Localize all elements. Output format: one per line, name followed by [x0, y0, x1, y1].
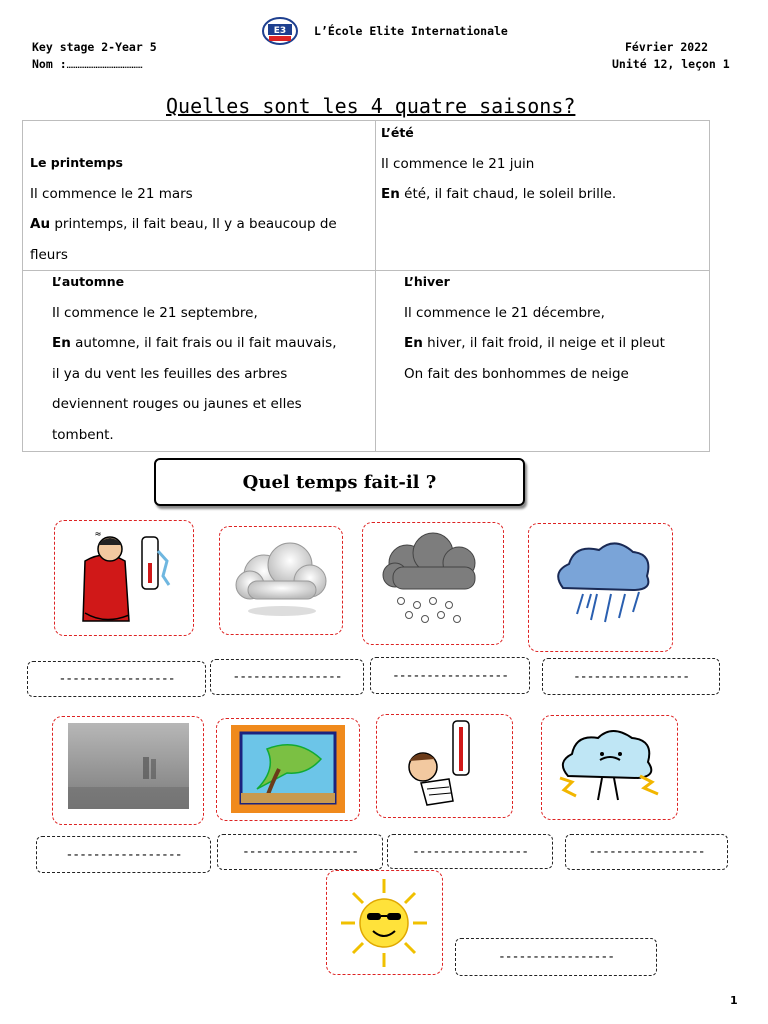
picture-cold — [54, 520, 194, 636]
date: Février 2022 — [625, 40, 709, 54]
answer-box[interactable] — [387, 834, 553, 869]
season-summer — [376, 121, 710, 271]
answer-box[interactable] — [217, 834, 383, 870]
answer-dashes: ----------------- — [572, 669, 690, 684]
windy-tree-icon — [217, 719, 359, 820]
picture-wind — [216, 718, 360, 821]
season-spring — [23, 121, 376, 271]
snow-cloud-icon — [363, 523, 503, 644]
season-autumn — [23, 271, 376, 452]
sun-icon — [327, 871, 442, 974]
season-line: deviennent rouges ou jaunes et elles — [52, 396, 302, 412]
season-winter — [376, 271, 710, 452]
answer-box[interactable] — [36, 836, 211, 873]
page-title: Quelles sont les 4 quatre saisons? — [166, 94, 576, 118]
storm-cloud-icon — [542, 716, 677, 819]
answer-dashes: ----------------- — [497, 949, 615, 965]
picture-snow — [362, 522, 504, 645]
answer-box[interactable] — [370, 657, 530, 694]
svg-text:≈: ≈ — [95, 529, 102, 540]
rain-cloud-icon — [529, 524, 672, 651]
picture-hot — [376, 714, 513, 818]
key-stage: Key stage 2-Year 5 — [32, 40, 157, 54]
season-line: On fait des bonhommes de neige — [404, 365, 629, 382]
school-logo — [262, 17, 298, 45]
answer-dashes: ----------------- — [391, 668, 509, 683]
season-name: L’été — [381, 125, 414, 140]
season-line: En hiver, il fait froid, il neige et il pleut — [404, 335, 665, 351]
season-line: Il commence le 21 septembre, — [52, 304, 258, 321]
cloud-icon — [220, 527, 342, 634]
season-line: Il commence le 21 mars — [30, 185, 193, 202]
season-line: Au printemps, il fait beau, Il y a beaucoup de — [30, 216, 337, 232]
season-line: Il commence le 21 juin — [381, 155, 535, 172]
answer-box[interactable] — [210, 659, 364, 695]
school-name: L’École Elite Internationale — [314, 24, 508, 38]
picture-cloud — [219, 526, 343, 635]
hot-person-thermometer-icon — [377, 715, 512, 817]
season-line: Il commence le 21 décembre, — [404, 304, 605, 321]
cold-person-thermometer-icon — [55, 521, 193, 635]
season-name: L’automne — [52, 274, 125, 289]
question-text: Quel temps fait-il ? — [242, 471, 437, 493]
answer-box[interactable] — [455, 938, 657, 976]
picture-fog — [52, 716, 204, 825]
season-name: Le printemps — [30, 155, 123, 170]
picture-storm — [541, 715, 678, 820]
answer-dashes: ----------------- — [241, 844, 359, 860]
answer-dashes: ----------------- — [411, 844, 529, 859]
svg-text:E3: E3 — [273, 26, 287, 36]
picture-rain — [528, 523, 673, 652]
question-box — [154, 458, 525, 506]
season-name: L’hiver — [404, 274, 450, 289]
name-field-dots: …………………………………… — [66, 61, 143, 71]
answer-dashes: ----------------- — [65, 847, 182, 862]
page-number: 1 — [730, 994, 738, 1007]
season-line: fleurs — [30, 246, 68, 263]
season-line: il ya du vent les feuilles des arbres — [52, 365, 288, 382]
answer-box[interactable] — [542, 658, 720, 695]
picture-sun — [326, 870, 443, 975]
answer-dashes: ---------------- — [232, 669, 342, 685]
fog-photo-icon — [53, 717, 203, 824]
answer-dashes: ----------------- — [58, 671, 175, 687]
unit-lesson: Unité 12, leçon 1 — [612, 57, 730, 71]
seasons-table — [22, 120, 710, 452]
name-label — [32, 57, 142, 71]
season-line: En automne, il fait frais ou il fait mauvais, — [52, 335, 337, 351]
answer-dashes: ----------------- — [588, 844, 705, 860]
answer-box[interactable] — [27, 661, 206, 697]
answer-box[interactable] — [565, 834, 728, 870]
season-line: tombent. — [52, 426, 114, 443]
name-field-label: Nom : — [32, 57, 67, 71]
season-line: En été, il fait chaud, le soleil brille. — [381, 186, 617, 202]
